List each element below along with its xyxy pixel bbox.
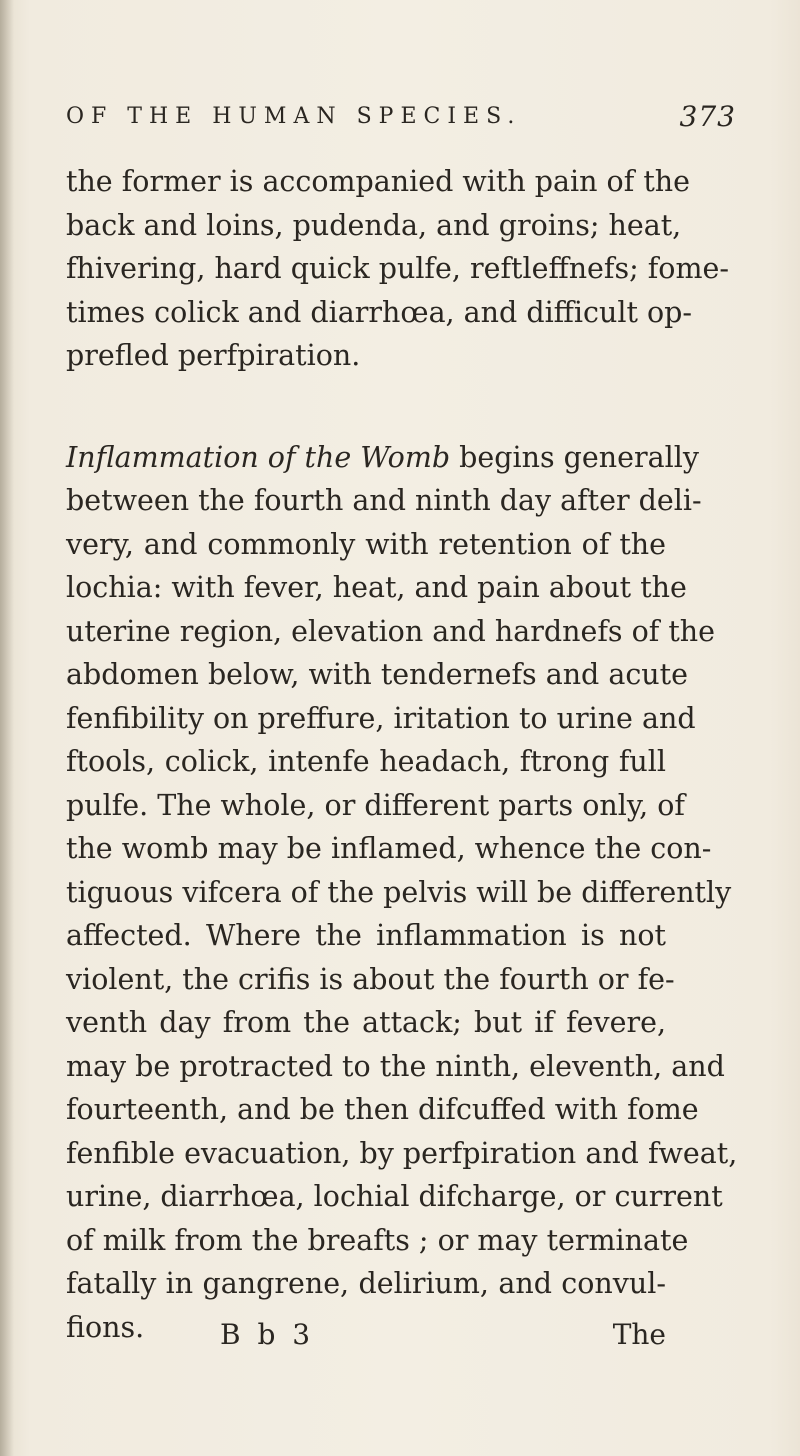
text-line: the former is accompanied with pain of the [66, 165, 690, 198]
text-line: of milk from the breafts ; or may terminate [66, 1223, 689, 1257]
paragraph-2 [66, 436, 738, 1350]
text-line: fenfibility on preffure, iritation to urine and [66, 701, 696, 735]
page-header [66, 100, 736, 140]
text-line: fhivering, hard quick pulfe, reftleffnefs; fome- [66, 252, 729, 285]
text-line: fourteenth, and be then difcuffed with fome [66, 1093, 699, 1126]
text-line: urine, diarrhœa, lochial difcharge, or current [66, 1180, 723, 1213]
text-line: uterine region, elevation and hardnefs of the [66, 614, 716, 648]
text-line: violent, the crifis is about the fourth or fe- [66, 962, 675, 996]
catchword: The [612, 1318, 666, 1351]
paragraph-gap [66, 378, 666, 436]
text-line: fenfible evacuation, by perfpiration and fweat, [66, 1136, 738, 1170]
text-line: the womb may be inflamed, whence the con- [66, 832, 712, 865]
text-line: ftools, colick, intenfe headach, ftrong full [66, 745, 666, 778]
running-head: OF THE HUMAN SPECIES. [66, 104, 522, 129]
text-line: fatally in gangrene, delirium, and convul- [66, 1267, 666, 1300]
text-line: pulfe. The whole, or different parts only, of [66, 788, 685, 822]
page-number: 373 [679, 100, 736, 133]
text-line: prefled perfpiration. [66, 339, 361, 372]
body-text [66, 160, 738, 1349]
text-line: tiguous vifcera of the pelvis will be differently [66, 875, 732, 909]
paragraph-1 [66, 160, 729, 378]
section-heading: Inflammation of the Womb [66, 440, 451, 474]
text-line: abdomen below, with tendernefs and acute [66, 658, 688, 691]
gutter-shadow [0, 0, 14, 1456]
text-line: times colick and diarrhœa, and difficult op- [66, 295, 693, 329]
text-line: may be protracted to the ninth, eleventh, and [66, 1049, 725, 1083]
text-line-first [66, 436, 699, 480]
page-footer [66, 1318, 666, 1368]
text-line: back and loins, pudenda, and groins; heat, [66, 208, 682, 242]
text-line-last: fions. [66, 1310, 145, 1344]
text-line: lochia: with fever, heat, and pain about the [66, 571, 687, 604]
text-line: between the fourth and ninth day after deli- [66, 484, 702, 517]
heading-continuation: begins generally [450, 440, 699, 474]
text-line: venth day from the attack; but if fevere, [66, 1006, 666, 1039]
text-line: affected. Where the inflammation is not [66, 919, 666, 952]
signature-mark: B b 3 [220, 1318, 315, 1351]
text-line: very, and commonly with retention of the [66, 527, 666, 561]
